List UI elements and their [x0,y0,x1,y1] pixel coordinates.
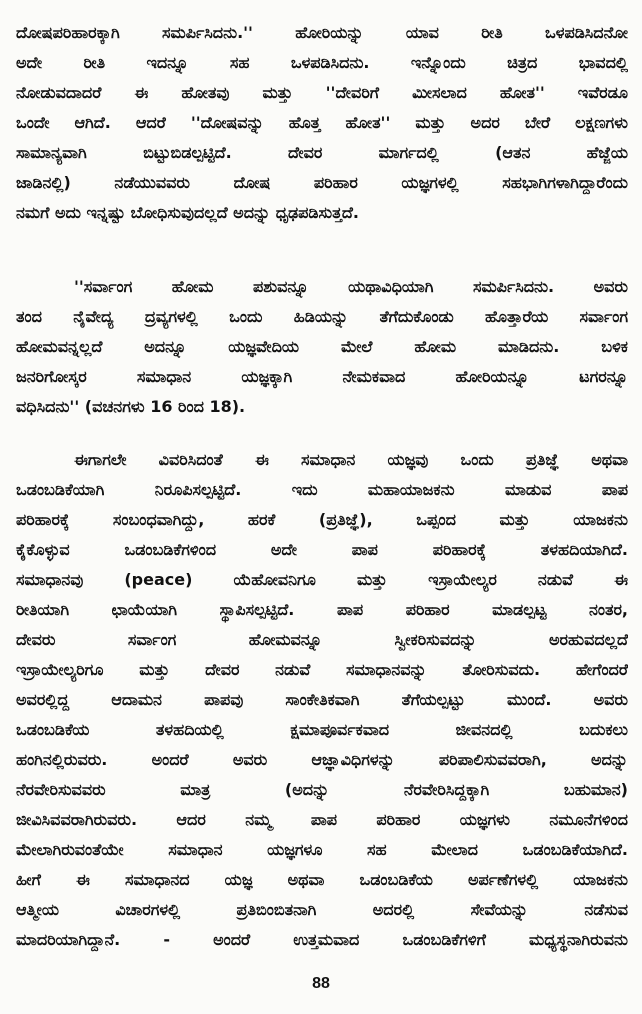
text-line: ದೋಷಪರಿಹಾರಕ್ಕಾಗಿ ಸಮರ್ಪಿಸಿದನು.'' ಹೋರಿಯನ್ನು ಯಾವ ರೀತಿ ಒಳಪಡಿಸಿದನೋ [16,23,628,42]
text-line: ಜನರಿಗೋಸ್ಕರ ಸಮಾಧಾನ ಯಜ್ಞಕ್ಕಾಗಿ ನೇಮಕವಾದ ಹೋರಿಯನ್ನೂ ಟಗರನ್ನೂ [16,367,628,386]
text-line: ಕೈಕೊಳ್ಳುವ ಒಡಂಬಡಿಕೆಗಳಿಂದ ಅದೇ ಪಾಪ ಪರಿಹಾರಕ್ಕೆ ತಳಹದಿಯಾಗಿದೆ. [16,540,628,559]
text-line: ನಮಗೆ ಅದು ಇನ್ನಷ್ಟು ಬೋಧಿಸುವುದಲ್ಲದೆ ಅದನ್ನು ಧೃಢಪಡಿಸುತ್ತದೆ. [16,203,359,222]
text-line: ವಧಿಸಿದನು'' (ವಚನಗಳು 16 ರಿಂದ 18). [16,397,246,416]
paragraph-2 [16,272,628,422]
paragraph-3 [16,445,628,955]
text-line: ತಂದ ನೈವೇದ್ಯ ದ್ರವ್ಯಗಳಲ್ಲಿ ಒಂದು ಹಿಡಿಯನ್ನು ತೆಗೆದುಕೊಂಡು ಹೊತ್ತಾರೆಯ ಸರ್ವಾಂಗ [16,307,628,326]
text-line: ಒಂದೇ ಆಗಿದೆ. ಆದರೆ ''ದೋಷವನ್ನು ಹೊತ್ತ ಹೋತ'' ಮತ್ತು ಅದರ ಬೇರೆ ಲಕ್ಷಣಗಳು [16,113,628,132]
text-line: ಅದೇ ರೀತಿ ಇದನ್ನೂ ಸಹ ಒಳಪಡಿಸಿದನು. ಇನ್ನೊಂದು ಚಿತ್ರದ ಭಾವದಲ್ಲಿ [16,53,628,72]
text-line: ಪರಿಹಾರಕ್ಕೆ ಸಂಬಂಧವಾಗಿದ್ದು, ಹರಕೆ (ಪ್ರತಿಜ್ಞೆ), ಒಪ್ಪಂದ ಮತ್ತು ಯಾಜಕನು [16,510,628,529]
text-line: ನೆರವೇರಿಸುವವರು ಮಾತ್ರ (ಅದನ್ನು ನೆರವೇರಿಸಿದ್ದಕ್ಕಾಗಿ ಬಹುಮಾನ) [16,780,628,799]
text-line: ''ಸರ್ವಾಂಗ ಹೋಮ ಪಶುವನ್ನೂ ಯಥಾವಿಧಿಯಾಗಿ ಸಮರ್ಪಿಸಿದನು. ಅವರು [74,277,628,296]
text-line: ಒಡಂಬಡಿಕೆಯಾಗಿ ನಿರೂಪಿಸಲ್ಪಟ್ಟಿದೆ. ಇದು ಮಹಾಯಾಜಕನು ಮಾಡುವ ಪಾಪ [16,480,628,499]
text-line: ದೇವರು ಸರ್ವಾಂಗ ಹೋಮವನ್ನೂ ಸ್ವೀಕರಿಸುವದನ್ನು ಅರಹುವದಲ್ಲದೆ [16,630,628,649]
text-line: ಸಮಾಧಾನವು (peace) ಯೆಹೋವನಿಗೂ ಮತ್ತು ಇಸ್ರಾಯೇಲ್ಯರ ನಡುವೆ ಈ [16,570,628,589]
text-line: ಸಾಮಾನ್ಯವಾಗಿ ಬಿಟ್ಟುಬಿಡಲ್ಪಟ್ಟಿದೆ. ದೇವರ ಮಾರ್ಗದಲ್ಲಿ (ಆತನ ಹೆಜ್ಜೆಯ [16,143,628,162]
text-line: ಹೋಮವನ್ನಲ್ಲದೆ ಅದನ್ನೂ ಯಜ್ಞವೇದಿಯ ಮೇಲೆ ಹೋಮ ಮಾಡಿದನು. ಬಳಿಕ [16,337,628,356]
text-line: ನೋಡುವದಾದರೆ ಈ ಹೋತವು ಮತ್ತು ''ದೇವರಿಗೆ ಮೀಸಲಾದ ಹೋತ'' ಇವೆರಡೂ [16,83,628,102]
text-line: ಜೀವಿಸಿವವರಾಗಿರುವರು. ಆದರ ನಮ್ಮ ಪಾಪ ಪರಿಹಾರ ಯಜ್ಞಗಳು ನಮೂನೆಗಳಿಂದ [16,810,628,829]
text-line: ಇಸ್ರಾಯೇಲ್ಯರಿಗೂ ಮತ್ತು ದೇವರ ನಡುವೆ ಸಮಾಧಾನವನ್ನು ತೋರಿಸುವದು. ಹೇಗೆಂದರೆ [16,660,628,679]
text-line: ಜಾಡಿನಲ್ಲಿ) ನಡೆಯುವವರು ದೋಷ ಪರಿಹಾರ ಯಜ್ಞಗಳಲ್ಲಿ ಸಹಭಾಗಿಗಳಾಗಿದ್ದಾರೆಂದು [16,173,628,192]
paragraph-1 [16,18,628,228]
text-line: ಮೇಲಾಗಿರುವಂತೆಯೇ ಸಮಾಧಾನ ಯಜ್ಞಗಳೂ ಸಹ ಮೇಲಾದ ಒಡಂಬಡಿಕೆಯಾಗಿದೆ. [16,840,628,859]
text-line: ಹೀಗೆ ಈ ಸಮಾಧಾನದ ಯಜ್ಞ ಅಥವಾ ಒಡಂಬಡಿಕೆಯ ಅರ್ಪಣೆಗಳಲ್ಲಿ ಯಾಜಕನು [16,870,628,889]
text-line: ಒಡಂಬಡಿಕೆಯ ತಳಹದಿಯಲ್ಲಿ ಕ್ಷಮಾಪೂರ್ವಕವಾದ ಜೀವನದಲ್ಲಿ ಬದುಕಲು [16,720,628,739]
text-line: ಹಂಗಿನಲ್ಲಿರುವರು. ಅಂದರೆ ಅವರು ಆಜ್ಞಾವಿಧಿಗಳನ್ನು ಪರಿಪಾಲಿಸುವವರಾಗಿ, ಅದನ್ನು [16,750,628,769]
text-line: ಈಗಾಗಲೇ ವಿವರಿಸಿದಂತೆ ಈ ಸಮಾಧಾನ ಯಜ್ಞವು ಒಂದು ಪ್ರತಿಜ್ಞೆ ಅಥವಾ [74,450,628,469]
text-line: ಮಾದರಿಯಾಗಿದ್ದಾನೆ. - ಅಂದರೆ ಉತ್ತಮವಾದ ಒಡಂಬಡಿಕೆಗಳಿಗೆ ಮಧ್ಯಸ್ಥನಾಗಿರುವನು [16,930,628,949]
text-line: ಆತ್ಮೀಯ ವಿಚಾರಗಳಲ್ಲಿ ಪ್ರತಿಬಿಂಬಿತನಾಗಿ ಅದರಲ್ಲಿ ಸೇವೆಯನ್ನು ನಡೆಸುವ [16,900,628,919]
page-number: 88 [312,975,330,992]
text-line: ಅವರಲ್ಲಿದ್ದ ಆದಾಮನ ಪಾಪವು ಸಾಂಕೇತಿಕವಾಗಿ ತೆಗೆಯಲ್ಪಟ್ಟು ಮುಂದೆ. ಅವರು [16,690,628,709]
text-line: ರೀತಿಯಾಗಿ ಛಾಯೆಯಾಗಿ ಸ್ಥಾಪಿಸಲ್ಪಟ್ಟಿದೆ. ಪಾಪ ಪರಿಹಾರ ಮಾಡಲ್ಪಟ್ಟ ನಂತರ, [16,600,628,619]
